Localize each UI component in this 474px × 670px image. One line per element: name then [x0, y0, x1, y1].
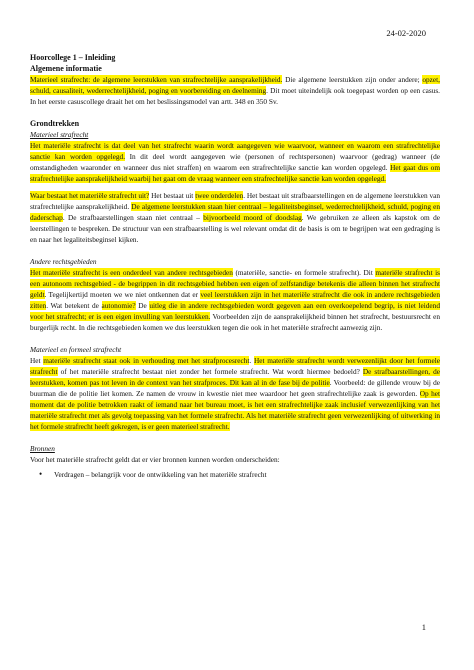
text-run: Voorbeelden zijn de aansprakelijkheid binnen het strafrecht, bestuursrecht en burgerlijk recht. In die rechtsgebieden komen we dus leerstukken tegen die ook in het materiële strafrecht aanwezig zijn. [30, 312, 441, 332]
paragraph-materieel-1 [30, 140, 440, 184]
text-run: De [135, 301, 150, 310]
highlighted-text: materiële strafrecht staat ook in verhouding met het strafprocesrecht [43, 356, 250, 365]
highlighted-text: Het materiële strafrecht is een onderdeel van andere rechtsgebieden [30, 268, 233, 277]
highlighted-text: bijvoorbeeld moord of doodslag [203, 213, 302, 222]
text-run: (materiële, sanctie- en formele strafrecht). Dit [232, 268, 376, 277]
text-run: Het [30, 356, 44, 365]
paragraph-andere-rechtsgebieden [30, 267, 440, 333]
text-run: Die algemene leerstukken zijn onder andere; [282, 75, 423, 84]
text-run: . Voorbeeld: de gillende vrouw bij de buurman die de politie liet komen. Ze namen de vrouw in kwestie niet mee waardoor het geen strafrechtelijke zaak is geworden. [30, 378, 440, 398]
text-run: . We gebruiken ze alleen als kapstok om de leerstellingen te bespreken. De structuur van een strafbaarstelling is wel relevant omdat dit de basis is om te begrijpen wat een gedraging is en naar het legaliteitsbeginsel kijken. [30, 213, 440, 244]
document-date: 24-02-2020 [386, 28, 426, 38]
highlighted-text: materiële strafrecht is een autonoom rechtsgebied - de begrippen in dit rechtsgebied hebben een eigen of zelfstandige betekenis die alleen binnen het strafrecht geldt [30, 268, 440, 299]
highlighted-text: De algemene leerstukken staan hier centraal – legaliteitsbeginsel, wederrechtelijkheid, schuld, poging en daderschap [30, 202, 440, 222]
text-run: . De strafbaarstellingen staan niet centraal – [62, 213, 204, 222]
paragraph-bronnen-intro: Voor het materiële strafrecht geldt dat er vier bronnen kunnen worden onderscheiden: [30, 455, 280, 464]
document-title: Hoorcollege 1 – Inleiding [30, 53, 116, 62]
highlighted-text: Materieel strafrecht: de algemene leerstukken van strafrechtelijke aansprakelijkheid. [30, 75, 283, 84]
subheading-bronnen: Bronnen [30, 444, 55, 453]
text-run: Het bestaat uit [149, 191, 196, 200]
highlighted-text: autonomie? [101, 301, 136, 310]
highlighted-text: Op het moment dat de politie betrokken raakt of iemand naar het bureau moet, is het een strafrechtelijke zaak inclusief verwezenlijking van het materiële strafrecht met als gevolg toepassing van het formele strafrecht. Als het materiële strafrecht geen verwezenlijking of uitwerking in het formele strafrecht heeft gekregen, is er geen materieel strafrecht. [30, 389, 440, 431]
paragraph-materieel-formeel [30, 355, 440, 432]
text-run: In dit deel wordt aangegeven wie (personen of rechtspersonen) waarvoor (gedrag) wanneer (de omstandigheden waaronder en wanneer dus niet straffen) en waarom een strafrechtelijke sanctie kan worden opgelegd. [30, 152, 440, 172]
subheading-materieel-formeel: Materieel en formeel strafrecht [30, 345, 122, 354]
highlighted-text: veel leerstukken zijn in het materiële strafrecht die ook in andere rechtsgebieden zitten [30, 290, 440, 310]
text-run: . Wat betekent de [46, 301, 102, 310]
text-run: . [249, 356, 254, 365]
highlighted-text: opzet, schuld, causaliteit, wederrechtelijkheid, poging en voorbereiding en deelneming [30, 75, 441, 95]
text-run: . Tegelijkertijd moeten we we niet ontkennen dat er [44, 290, 201, 299]
highlighted-text: Het gaat dus om strafrechtelijke aansprakelijkheid waarbij het gaat om de vraag wanneer een strafrechtelijke sanctie kan worden opgelegd. [30, 163, 440, 183]
bronnen-list [30, 469, 440, 480]
page-number: 1 [421, 622, 426, 632]
list-item: • Verdragen – belangrijk voor de ontwikkeling van het materiële strafrecht [54, 469, 440, 480]
subheading-materieel: Materieel strafrecht [30, 130, 89, 139]
highlighted-text: Het materiële strafrecht is dat deel van het strafrecht waarin wordt aangegeven wie waarvoor, wanneer en waarom een strafrechtelijke sanctie kan worden opgelegd. [30, 141, 440, 161]
document-body [30, 52, 440, 480]
highlighted-text: De strafbaarstellingen, de leerstukken, komen pas tot leven in de context van het strafproces. Dit kan al in de fase bij de politie [30, 367, 440, 387]
paragraph-algemeen [30, 74, 440, 107]
highlighted-text: Waar bestaat het materiële strafrecht uit? [30, 191, 150, 200]
text-run: . Dit moet uiteindelijk ook toegepast worden op een casus. In het eerste casuscollege draait het om het beslissingsmodel van artt. 348 en 350 Sv. [30, 86, 440, 106]
highlighted-text: uitleg die in andere rechtsgebieden wordt gegeven aan een overkoepelend begrip, is niet leidend voor het strafrecht; er is een eigen invulling van leerstukken. [30, 301, 440, 321]
text-run: . Het bestaat uit strafbaarstellingen en de algemene leerstukken van strafrechtelijke aansprakelijkheid. [30, 191, 441, 211]
section-heading-grondtrekken: Grondtrekken [30, 119, 80, 128]
highlighted-text: twee onderdelen [195, 191, 244, 200]
highlighted-text: Het materiële strafrecht wordt verwezenlijkt door het formele strafrecht [30, 356, 440, 376]
subheading-andere-rechtsgebieden: Andere rechtsgebieden [30, 257, 97, 266]
text-run: of het materiële strafrecht bestaat niet zonder het formele strafrecht. Wat wordt hiermee bedoeld? [57, 367, 363, 376]
section-heading-algemeen: Algemene informatie [30, 64, 102, 73]
paragraph-materieel-2 [30, 190, 440, 245]
